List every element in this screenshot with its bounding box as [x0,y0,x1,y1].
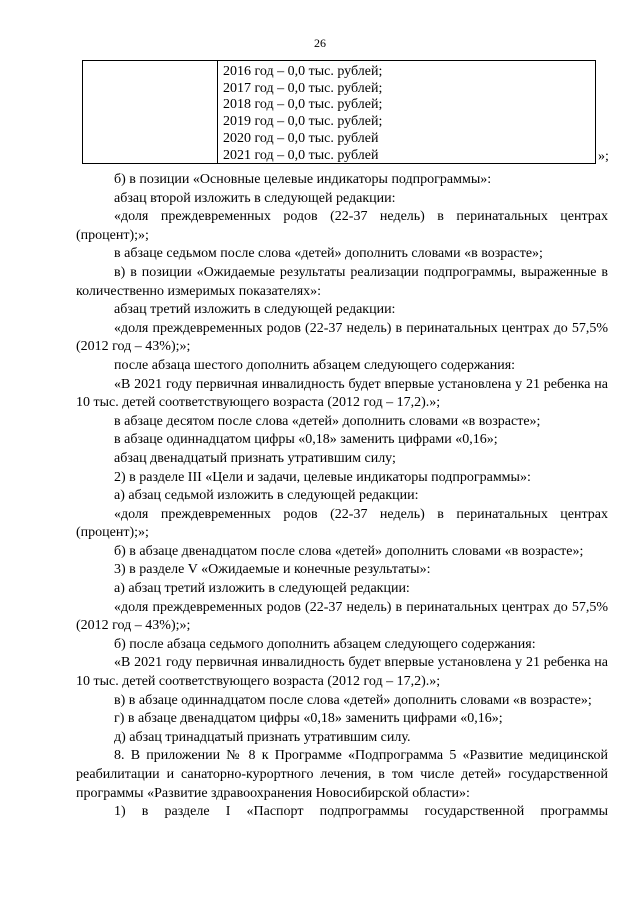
table-line: 2021 год – 0,0 тыс. рублей [223,147,379,163]
paragraph: абзац двенадцатый признать утратившим силу; [114,450,396,466]
paragraph: «доля преждевременных родов (22-37 недель) в перинатальных центрах (процент);»; [76,209,608,243]
page-number: 26 [314,36,326,50]
table-value-cell [223,64,591,164]
table-line: 2019 год – 0,0 тыс. рублей; [223,114,383,130]
paragraph: в) в абзаце одиннадцатом после слова «детей» дополнить словами «в возрасте»; [114,692,592,708]
table-line: 2020 год – 0,0 тыс. рублей [223,130,379,146]
paragraph: абзац второй изложить в следующей редакции: [114,190,396,206]
table-closing-quote: »; [598,149,609,164]
paragraph: после абзаца шестого дополнить абзацем следующего содержания: [114,357,516,373]
table-line: 2016 год – 0,0 тыс. рублей; [223,64,383,79]
paragraph: в) в позиции «Ожидаемые результаты реализации подпрограммы, выраженные в количественно измеримых показателях»: [76,264,608,299]
paragraph: д) абзац тринадцатый признать утратившим силу. [114,729,411,745]
paragraph: «В 2021 году первичная инвалидность будет впервые установлена у 21 ребенка на 10 тыс. детей соответствующего возраста (2012 год – 17,2).»; [76,376,608,411]
paragraph: г) в абзаце двенадцатом цифры «0,18» заменить цифрами «0,16»; [114,711,503,727]
paragraph: в абзаце одиннадцатом цифры «0,18» заменить цифрами «0,16»; [114,432,498,448]
paragraph: 3) в разделе V «Ожидаемые и конечные результаты»: [114,562,431,578]
paragraph: «В 2021 году первичная инвалидность будет впервые установлена у 21 ребенка на 10 тыс. детей соответствующего возраста (2012 год – 17,2).»; [76,655,608,690]
paragraph: 8. В приложении № 8 к Программе «Подпрограмма 5 «Развитие медицинской реабилитации и санаторно-курортного лечения, в том числе детей» государственной программы «Развитие здравоохранения Новосибирской области»: [76,748,608,801]
table-column-divider [217,61,218,163]
document-body [76,171,608,822]
paragraph: «доля преждевременных родов (22-37 недель) в перинатальных центрах до 57,5% (2012 год – 43%);»; [76,599,608,634]
paragraph: в абзаце седьмом после слова «детей» дополнить словами «в возрасте»; [114,246,543,262]
paragraph: а) абзац седьмой изложить в следующей редакции: [114,488,419,504]
paragraph: «доля преждевременных родов (22-37 недель) в перинатальных центрах до 57,5% (2012 год – 43%);»; [76,320,608,355]
paragraph: в абзаце десятом после слова «детей» дополнить словами «в возрасте»; [114,413,541,429]
paragraph: абзац третий изложить в следующей редакции: [114,302,396,318]
paragraph: б) после абзаца седьмого дополнить абзацем следующего содержания: [114,636,536,652]
paragraph: «доля преждевременных родов (22-37 недель) в перинатальных центрах (процент);»; [76,506,608,541]
table-line: 2018 год – 0,0 тыс. рублей; [223,97,383,113]
paragraph: б) в позиции «Основные целевые индикаторы подпрограммы»: [114,172,492,187]
paragraph: б) в абзаце двенадцатом после слова «детей» дополнить словами «в возрасте»; [114,543,584,559]
table-line: 2017 год – 0,0 тыс. рублей; [223,80,383,96]
paragraph: а) абзац третий изложить в следующей редакции: [114,581,410,597]
paragraph: 2) в разделе III «Цели и задачи, целевые индикаторы подпрограммы»: [114,469,531,485]
paragraph: 1) в разделе I «Паспорт подпрограммы государственной программы [114,804,608,820]
budget-table [82,60,596,164]
